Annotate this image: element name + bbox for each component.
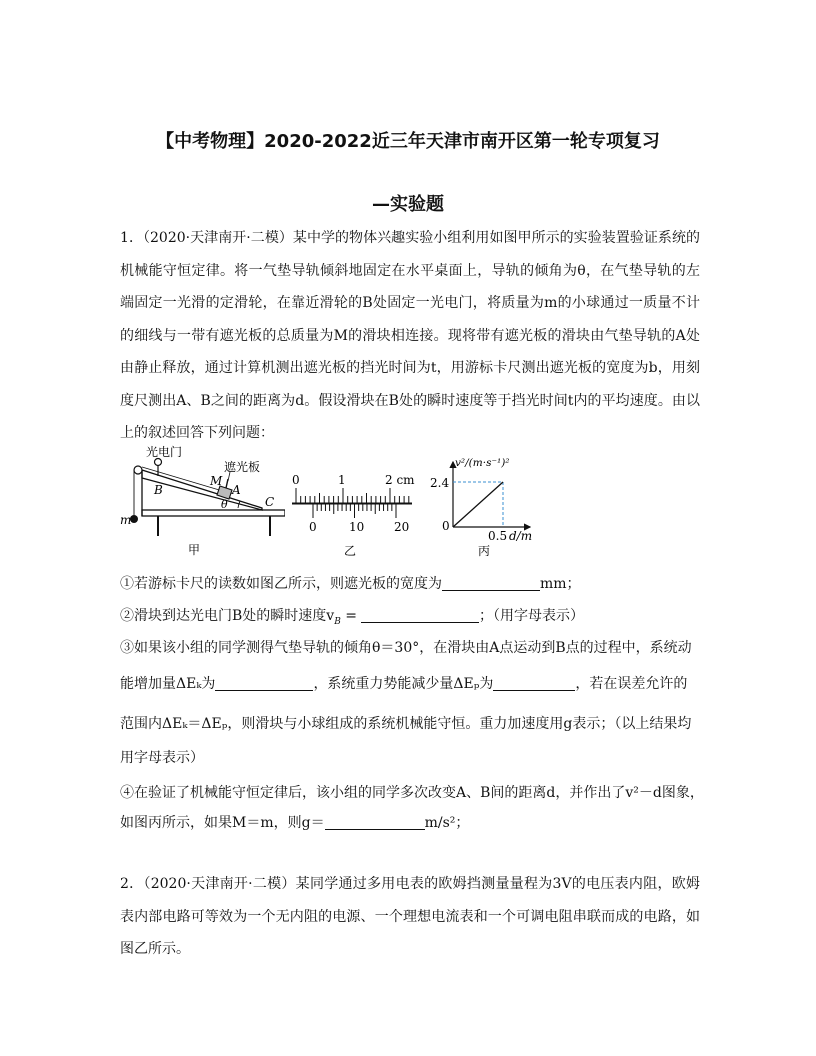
vernier-label-10: 10 bbox=[349, 520, 365, 534]
sub-question-4-line2 bbox=[120, 812, 469, 832]
page-title: 【中考物理】2020-2022近三年天津市南开区第一轮专项复习 bbox=[156, 131, 660, 152]
sub-question-3-line1: ③如果该小组的同学测得气垫导轨的倾角θ＝30°，在滑块由A点运动到B点的过程中，系统动 bbox=[120, 640, 692, 656]
label-A: A bbox=[232, 483, 241, 497]
sub3-ek-text: 能增加量ΔEₖ为 bbox=[120, 676, 216, 692]
answer-blank-2[interactable] bbox=[361, 608, 479, 623]
photogate-icon bbox=[155, 459, 162, 466]
answer-blank-3b[interactable] bbox=[493, 676, 575, 691]
caption-jia: 甲 bbox=[188, 543, 201, 557]
question-1-intro: 1．（2020·天津南开·二模）某中学的物体兴趣实验小组利用如图甲所示的实验装置验证系统的机械能守恒定律。将一气垫导轨倾斜地固定在水平桌面上，导轨的倾角为θ，在气垫导轨的左端固定一光滑的定滑轮，在靠近滑轮的B处固定一光电门，将质量为m的小球通过一质量不计的细线与一带有遮光板的总质量为M的滑块相连接。现将带有遮光板的滑块由气垫导轨的A处由静止释放，通过计算机测出遮光板的挡光时间为t，用游标卡尺测出遮光板的宽度为b，用刻度尺测出A、B之间的距离为d。假设滑块在B处的瞬时速度等于挡光时间t内的平均速度。由以上的叙述回答下列问题： bbox=[120, 230, 700, 441]
label-M: M bbox=[210, 474, 223, 488]
sub-question-2 bbox=[120, 605, 584, 627]
data-line bbox=[453, 482, 503, 527]
answer-blank-3a[interactable] bbox=[215, 676, 313, 691]
label-plate: 遮光板 bbox=[224, 460, 261, 474]
y-tick-label: 2.4 bbox=[430, 476, 450, 490]
page-subtitle: —实验题 bbox=[372, 194, 444, 215]
answer-blank-4[interactable] bbox=[325, 815, 425, 830]
sub-question-4-line1: ④在验证了机械能守恒定律后，该小组的同学多次改变A、B间的距离d，并作出了v²－d图象， bbox=[120, 785, 704, 801]
sub3-ep-text: ，系统重力势能减少量ΔEₚ为 bbox=[313, 676, 494, 692]
sub-question-3-line2 bbox=[120, 673, 687, 693]
sub2-text: ②滑块到达光电门B处的瞬时速度v bbox=[120, 608, 335, 624]
vernier-label-20: 20 bbox=[394, 520, 410, 534]
sub4-text: 如图丙所示，如果M＝m，则g＝ bbox=[120, 815, 325, 831]
main-scale-label-1: 1 bbox=[338, 473, 346, 487]
label-m: m bbox=[120, 513, 132, 527]
sub-question-3-line3: 范围内ΔEₖ＝ΔEₚ，则滑块与小球组成的系统机械能守恒。重力加速度用g表示；（以上结果均 bbox=[120, 716, 692, 732]
figure-apparatus bbox=[120, 440, 285, 560]
sub2-subscript: B bbox=[334, 616, 341, 627]
sub1-text: ①若游标卡尺的读数如图乙所示，则遮光板的宽度为 bbox=[120, 576, 442, 592]
sub3-tail: ，若在误差允许的 bbox=[575, 676, 688, 692]
main-scale-label-0: 0 bbox=[292, 473, 300, 487]
answer-blank-1[interactable] bbox=[442, 576, 540, 591]
sub2-eq: = bbox=[340, 608, 358, 624]
question-2: 2．（2020·天津南开·二模）某同学通过多用电表的欧姆挡测量量程为3V的电压表内阻，欧姆表内部电路可等效为一个无内阻的电源、一个理想电流表和一个可调电阻串联而成的电路，如图乙所示。 bbox=[120, 876, 700, 957]
label-C: C bbox=[265, 495, 275, 509]
sub-question-3-line4: 用字母表示） bbox=[120, 750, 204, 766]
figure-vernier bbox=[288, 470, 418, 562]
x-axis-label: d/m bbox=[509, 529, 533, 543]
sub1-unit: mm； bbox=[540, 576, 581, 592]
sub-question-1 bbox=[120, 573, 581, 593]
vernier-label-0: 0 bbox=[309, 520, 317, 534]
caption-yi: 乙 bbox=[344, 544, 357, 558]
label-photogate: 光电门 bbox=[146, 445, 183, 459]
label-theta: θ bbox=[221, 498, 228, 511]
figure-graph bbox=[428, 455, 540, 560]
main-scale-label-2: 2 cm bbox=[385, 473, 415, 487]
caption-bing: 丙 bbox=[478, 544, 491, 558]
sub2-note: ；（用字母表示） bbox=[479, 608, 585, 624]
sub4-unit: m/s²； bbox=[424, 815, 470, 831]
origin-label: 0 bbox=[442, 519, 450, 533]
label-B: B bbox=[154, 483, 163, 497]
y-axis-label: v²/(m·s⁻¹)² bbox=[455, 457, 510, 469]
pulley-icon bbox=[134, 466, 142, 474]
x-tick-label: 0.5 bbox=[488, 529, 508, 543]
